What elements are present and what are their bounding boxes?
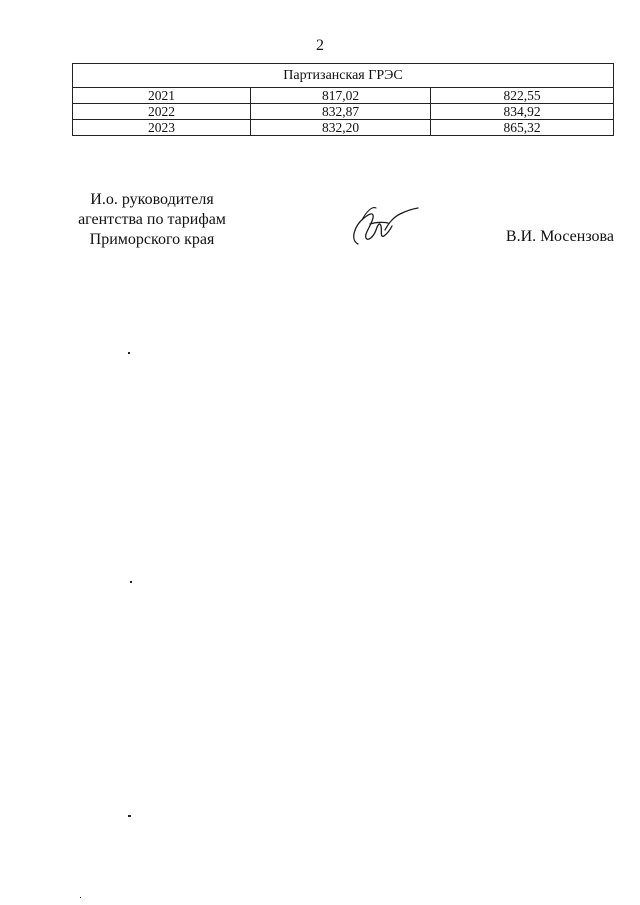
value-2-cell: 834,92 <box>431 104 614 120</box>
value-1-cell: 817,02 <box>251 88 431 104</box>
value-2-cell: 865,32 <box>431 120 614 136</box>
signer-name: В.И. Мосензова <box>505 228 614 245</box>
scan-speck <box>80 897 81 898</box>
signer-position-line: И.о. руководителя <box>90 191 214 208</box>
page-number: 2 <box>316 37 324 54</box>
tariff-table <box>72 63 614 136</box>
table-title: Партизанская ГРЭС <box>73 64 614 88</box>
signer-position-line: Приморского края <box>89 231 215 248</box>
year-cell: 2021 <box>73 88 251 104</box>
table-row <box>73 120 614 136</box>
table-title-row <box>73 64 614 88</box>
scan-speck <box>128 352 130 354</box>
handwritten-signature <box>340 196 420 251</box>
value-1-cell: 832,87 <box>251 104 431 120</box>
table-row <box>73 104 614 120</box>
year-cell: 2023 <box>73 120 251 136</box>
scan-speck <box>130 581 132 583</box>
value-2-cell: 822,55 <box>431 88 614 104</box>
scan-speck <box>128 815 131 817</box>
value-1-cell: 832,20 <box>251 120 431 136</box>
year-cell: 2022 <box>73 104 251 120</box>
signer-position <box>72 190 232 250</box>
signer-position-line: агентства по тарифам <box>78 211 226 228</box>
table-row <box>73 88 614 104</box>
